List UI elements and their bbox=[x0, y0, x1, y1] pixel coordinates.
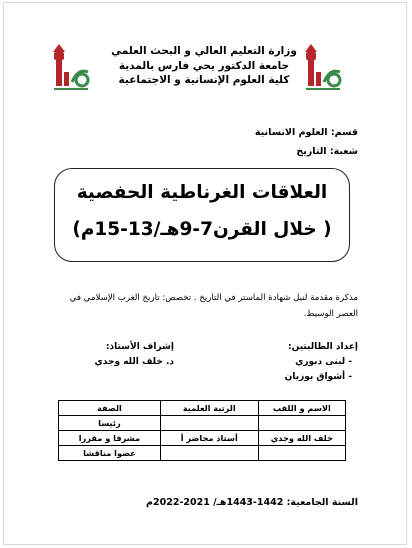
student-name: - أشواق بوزيان bbox=[284, 372, 352, 382]
table-cell bbox=[258, 446, 345, 461]
supervisor-heading: إشراف الأستاذ: bbox=[105, 342, 174, 352]
column-header: الاسم و اللقب bbox=[258, 401, 345, 416]
table-cell: خلف الله وجدي bbox=[258, 431, 345, 446]
supervisor-name: د. خلف الله وجدي bbox=[94, 357, 174, 367]
thesis-title: العلاقات الغرناطية الحفصية bbox=[76, 182, 328, 203]
university-name: جامعة الدكتور يحي فارس بالمدية bbox=[118, 59, 290, 72]
table-cell: مشرفا و مقررا bbox=[59, 431, 161, 446]
table-row bbox=[59, 416, 346, 431]
table-cell bbox=[160, 446, 258, 461]
department-branch: شعبة: التاريخ bbox=[296, 146, 358, 157]
supervisor-block bbox=[54, 342, 174, 372]
department-section: قسم: العلوم الانسانية bbox=[254, 127, 358, 138]
students-heading: إعداد الطالبتين: bbox=[288, 342, 358, 352]
memo-description: مذكرة مقدمة لنيل شهادة الماستر في التاريخ . تخصص: تاريخ الغرب الإسلامي في العصر الوسيط. bbox=[69, 293, 358, 319]
university-logo-left bbox=[48, 42, 94, 94]
academic-year: السنة الجامعية: 1442-1443هـ/ 2021-2022م bbox=[146, 497, 358, 508]
thesis-subtitle: ( خلال القرن7-9هـ/13-15م) bbox=[72, 219, 332, 240]
table-cell bbox=[258, 416, 345, 431]
student-name: - لبنى دبوري bbox=[295, 357, 352, 367]
table-cell: عضوا مناقشا bbox=[59, 446, 161, 461]
table-row bbox=[59, 431, 346, 446]
column-header: الرتبة العلمية bbox=[160, 401, 258, 416]
ministry-name: وزارة التعليم العالي و البحث العلمي bbox=[111, 45, 297, 57]
students-block bbox=[238, 342, 358, 387]
jury-table bbox=[58, 400, 346, 461]
institution-header bbox=[110, 44, 298, 88]
faculty-name: كلية العلوم الإنسانية و الاجتماعية bbox=[118, 74, 290, 86]
table-cell: رئيسا bbox=[59, 416, 161, 431]
table-cell bbox=[160, 416, 258, 431]
table-row bbox=[59, 446, 346, 461]
thesis-title-box bbox=[54, 168, 350, 262]
column-header: الصفة bbox=[59, 401, 161, 416]
university-logo-right bbox=[300, 42, 346, 94]
table-header-row bbox=[59, 401, 346, 416]
table-cell: أستاذ محاضر أ bbox=[160, 431, 258, 446]
